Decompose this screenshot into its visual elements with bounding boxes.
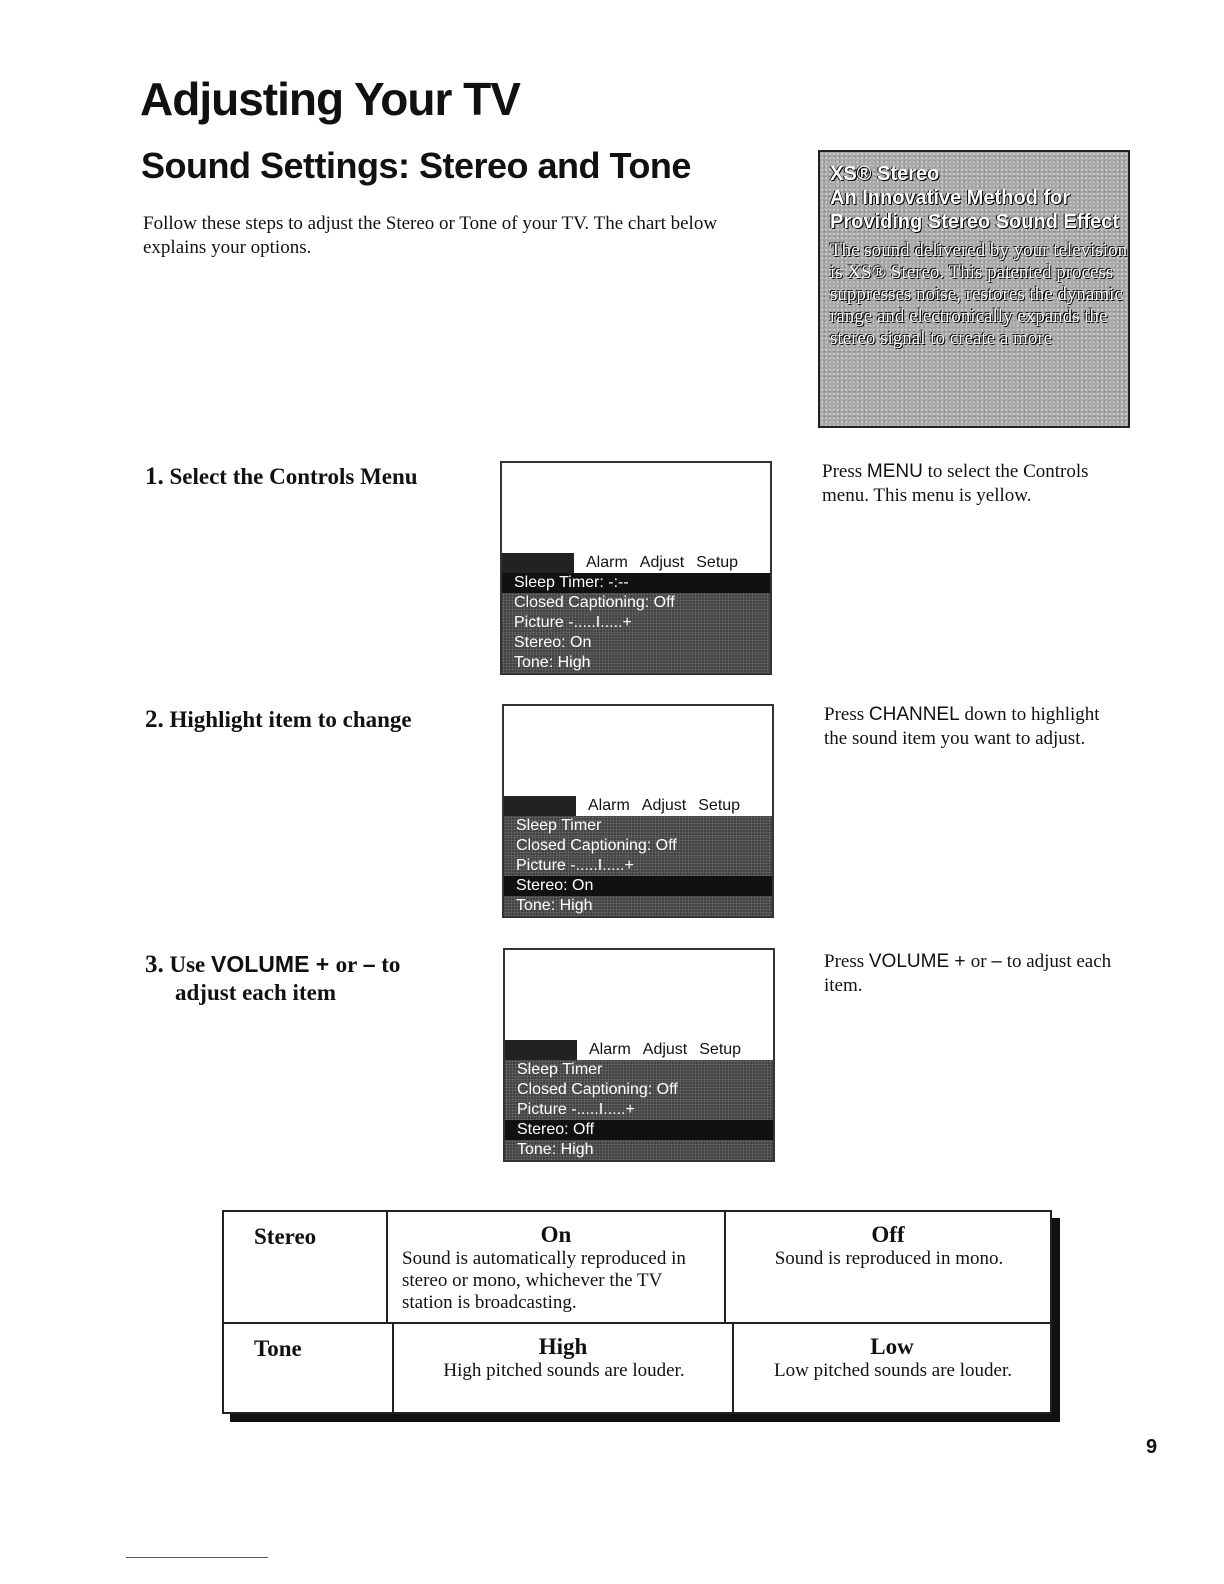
footer-rule	[126, 1557, 268, 1558]
tab-controls	[505, 1040, 577, 1060]
menu-item-tone: Tone: High	[505, 1140, 773, 1160]
menu-item-tone: Tone: High	[502, 653, 770, 673]
minus-key: –	[991, 951, 1002, 972]
menu-tab-bar	[502, 553, 770, 573]
menu-tab-bar	[504, 796, 772, 816]
tab-adjust: Adjust	[641, 797, 687, 814]
step-title-text: Highlight item to change	[169, 707, 412, 732]
menu-item-stereo: Stereo: On	[502, 633, 770, 653]
tv-menu-screen-1	[500, 461, 772, 675]
desc-text: down to highlight the sound item you want to adjust.	[824, 704, 1100, 749]
volume-key: VOLUME +	[868, 951, 971, 972]
intro-paragraph: Follow these steps to adjust the Stereo or Tone of your TV. The chart below explains your options.	[143, 213, 718, 258]
step-3-title	[145, 950, 465, 1007]
menu-item-picture: Picture -.....I.....+	[502, 613, 770, 633]
option-title: Low	[870, 1334, 914, 1359]
sidebar-body: The sound delivered by your television is XS® Stereo. This patented process suppresses noise, restores the dynamic range and electronically expands the stereo signal to create a more	[830, 240, 1128, 349]
menu-key: MENU	[866, 461, 923, 482]
desc-text: or	[970, 951, 992, 972]
row-label-cell	[224, 1212, 388, 1322]
tab-setup: Setup	[698, 797, 741, 814]
tab-adjust: Adjust	[639, 554, 685, 571]
row-label: Tone	[254, 1336, 302, 1361]
menu-item-closed-captioning: Closed Captioning: Off	[505, 1080, 773, 1100]
volume-key: VOLUME +	[211, 951, 336, 977]
desc-text: Press	[822, 461, 867, 482]
tv-menu-screen-3	[503, 948, 775, 1162]
menu-item-stereo: Stereo: Off	[505, 1120, 773, 1140]
step-number: 1.	[145, 463, 164, 490]
tab-setup: Setup	[699, 1041, 742, 1058]
menu-item-sleep-timer: Sleep Timer	[505, 1060, 773, 1080]
option-text: Sound is automatically reproduced in stereo or mono, whichever the TV station is broadcasting.	[402, 1248, 686, 1313]
option-text: Sound is reproduced in mono.	[774, 1248, 1004, 1269]
option-title: On	[540, 1222, 572, 1247]
xs-stereo-sidebar	[818, 150, 1130, 428]
table-row	[224, 1324, 1050, 1412]
option-text: Low pitched sounds are louder.	[774, 1360, 1012, 1381]
step-1-description	[822, 460, 1122, 508]
menu-item-closed-captioning: Closed Captioning: Off	[502, 593, 770, 613]
option-cell	[734, 1324, 1050, 1412]
step-number: 2.	[145, 706, 164, 733]
option-cell	[726, 1212, 1050, 1322]
menu-item-tone: Tone: High	[504, 896, 772, 916]
step-1-title	[145, 463, 418, 491]
controls-menu	[505, 1040, 773, 1160]
tab-setup: Setup	[696, 554, 739, 571]
tab-alarm: Alarm	[589, 1041, 631, 1058]
step-3-description	[824, 950, 1124, 998]
tv-menu-screen-2	[502, 704, 774, 918]
channel-key: CHANNEL	[868, 704, 960, 725]
step-2-title	[145, 706, 412, 734]
tab-controls	[504, 796, 576, 816]
option-text: High pitched sounds are louder.	[443, 1360, 685, 1381]
section-heading: Sound Settings: Stereo and Tone	[141, 145, 691, 186]
sidebar-title: XS® Stereo An Innovative Method for Providing Stereo Sound Effect	[830, 163, 1119, 233]
menu-item-stereo: Stereo: On	[504, 876, 772, 896]
minus-key: –	[362, 951, 376, 977]
options-table	[222, 1210, 1052, 1414]
option-title: Off	[871, 1222, 905, 1247]
step-2-description	[824, 703, 1124, 751]
page-number: 9	[1146, 1436, 1158, 1458]
step-title-text: Use	[169, 952, 212, 977]
tab-controls	[502, 553, 574, 573]
desc-text: Press	[824, 951, 869, 972]
tab-adjust: Adjust	[642, 1041, 688, 1058]
step-title-text: adjust each item	[175, 980, 336, 1005]
desc-text: to adjust each item.	[824, 951, 1112, 996]
menu-item-closed-captioning: Closed Captioning: Off	[504, 836, 772, 856]
row-label: Stereo	[254, 1224, 317, 1249]
row-label-cell	[224, 1324, 394, 1412]
menu-item-picture: Picture -.....I.....+	[504, 856, 772, 876]
option-cell	[394, 1324, 734, 1412]
tab-alarm: Alarm	[588, 797, 630, 814]
menu-item-sleep-timer: Sleep Timer: -:--	[502, 573, 770, 593]
menu-item-sleep-timer: Sleep Timer	[504, 816, 772, 836]
desc-text: Press	[824, 704, 869, 725]
step-number: 3.	[145, 951, 164, 978]
step-title-text: or	[335, 952, 363, 977]
menu-item-picture: Picture -.....I.....+	[505, 1100, 773, 1120]
desc-text: to select the Controls menu. This menu is yellow.	[822, 461, 1089, 506]
step-title-text: Select the Controls Menu	[169, 464, 418, 489]
tab-alarm: Alarm	[586, 554, 628, 571]
option-title: High	[538, 1334, 588, 1359]
table-row	[224, 1212, 1050, 1324]
menu-tab-bar	[505, 1040, 773, 1060]
page-heading: Adjusting Your TV	[140, 73, 520, 125]
controls-menu	[504, 796, 772, 916]
option-cell	[388, 1212, 726, 1322]
controls-menu	[502, 553, 770, 673]
step-title-text: to	[375, 952, 401, 977]
